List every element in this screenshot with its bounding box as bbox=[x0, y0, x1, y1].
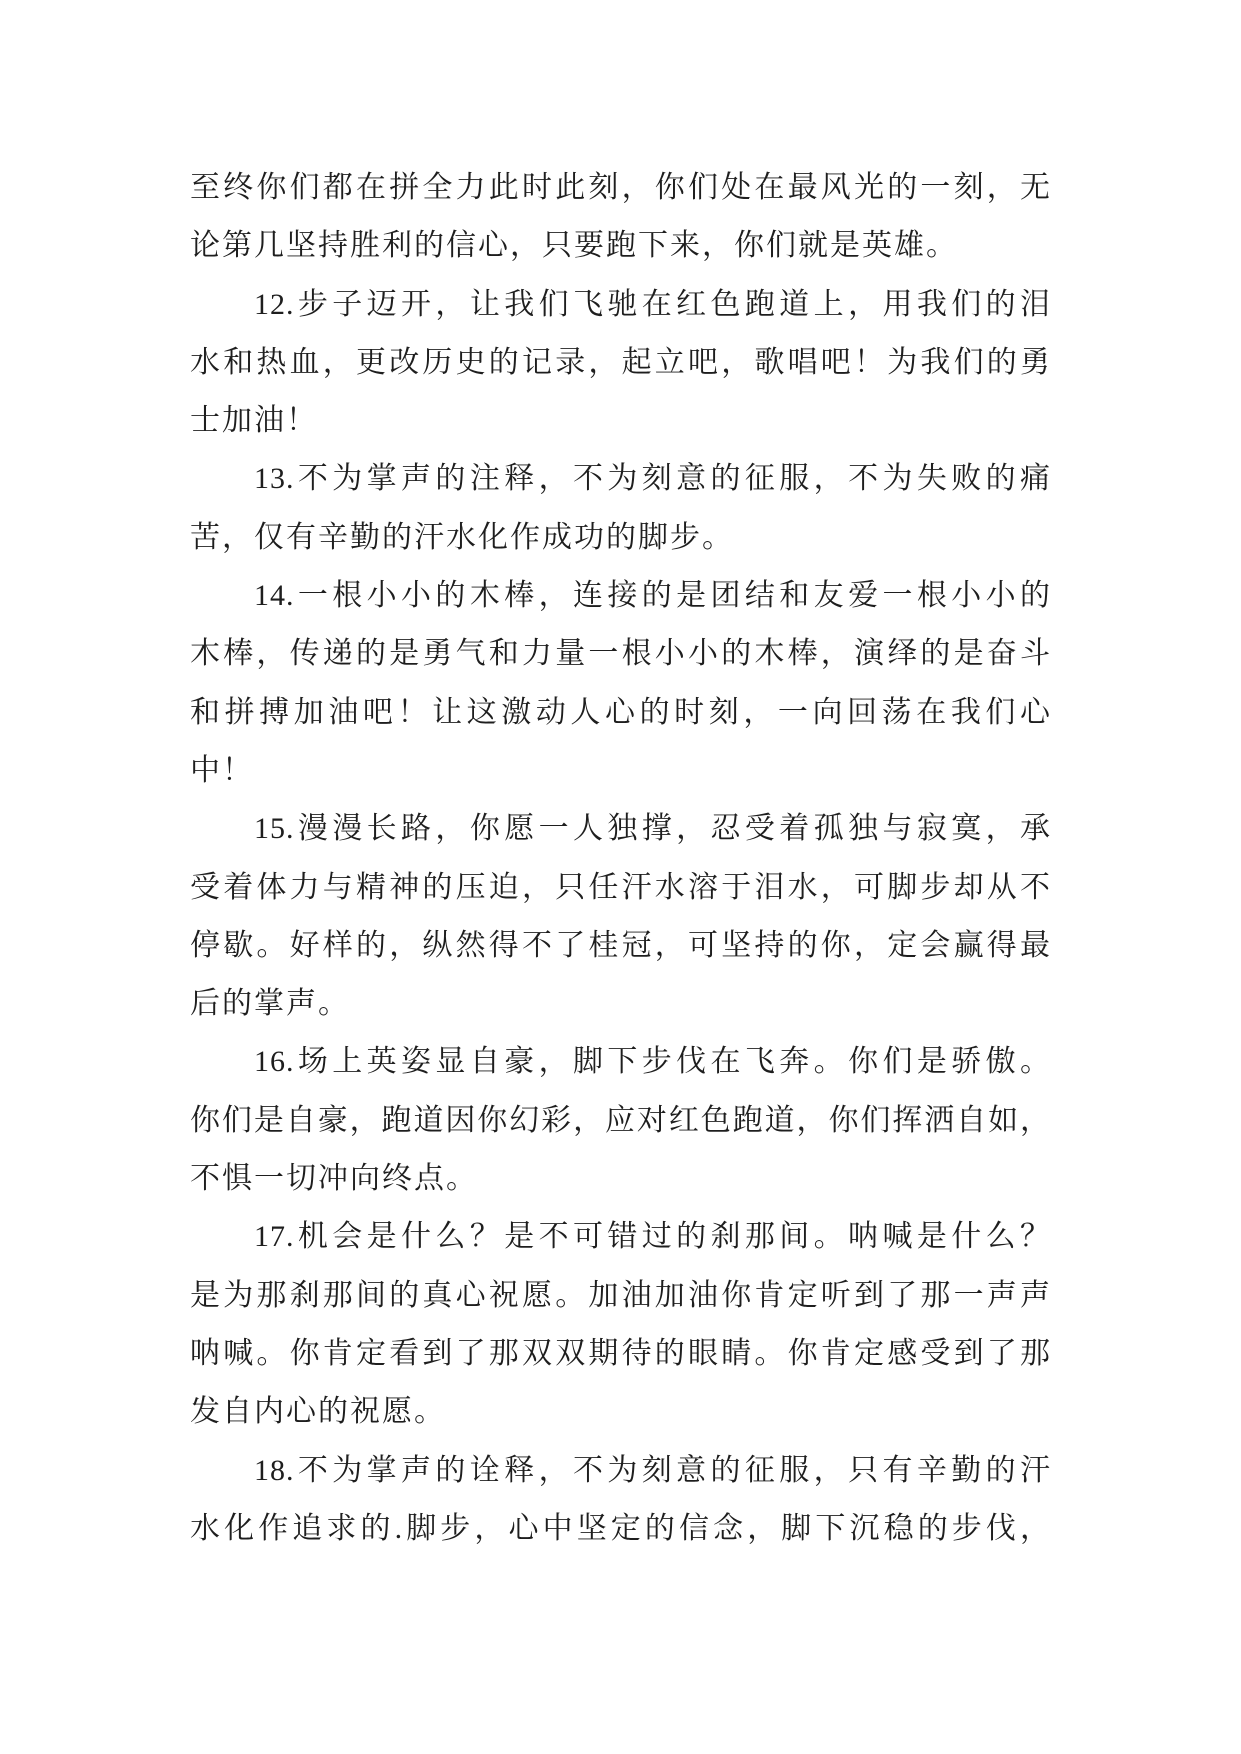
text-line: 至终你们都在拼全力此时此刻，你们处在最风光的一刻，无 bbox=[190, 171, 1051, 204]
text-line: 12.步子迈开，让我们飞驰在红色跑道上，用我们的泪 bbox=[254, 287, 1051, 321]
text-line: 你们是自豪，跑道因你幻彩，应对红色跑道，你们挥洒自如， bbox=[190, 1103, 1051, 1137]
paragraph bbox=[190, 800, 1051, 1033]
text-line: 木棒，传递的是勇气和力量一根小小的木棒，演绎的是奋斗 bbox=[190, 637, 1051, 671]
paragraph bbox=[190, 276, 1051, 451]
text-line: 15.漫漫长路，你愿一人独撑，忍受着孤独与寂寞，承 bbox=[254, 812, 1051, 846]
text-line: 中！ bbox=[190, 753, 254, 787]
text-line: 士加油！ bbox=[190, 404, 318, 438]
paragraph bbox=[190, 450, 1051, 567]
text-line: 16.场上英姿显自豪，脚下步伐在飞奔。你们是骄傲。 bbox=[254, 1045, 1051, 1079]
paragraph bbox=[190, 1442, 1051, 1559]
text-line: 呐喊。你肯定看到了那双双期待的眼睛。你肯定感受到了那 bbox=[190, 1336, 1051, 1370]
text-line: 14.一根小小的木棒，连接的是团结和友爱一根小小的 bbox=[254, 579, 1051, 613]
text-line: 苦，仅有辛勤的汗水化作成功的脚步。 bbox=[190, 520, 734, 554]
text-line: 17.机会是什么？是不可错过的刹那间。呐喊是什么？ bbox=[254, 1220, 1051, 1254]
text-line: 是为那刹那间的真心祝愿。加油加油你肯定听到了那一声声 bbox=[190, 1278, 1051, 1312]
paragraph bbox=[190, 1033, 1051, 1208]
paragraph bbox=[190, 567, 1051, 800]
text-line: 发自内心的祝愿。 bbox=[190, 1395, 446, 1429]
text-line: 水化作追求的.脚步，心中坚定的信念，脚下沉稳的步伐， bbox=[190, 1511, 1051, 1545]
paragraph bbox=[190, 159, 1051, 276]
text-line: 和拼搏加油吧！让这激动人心的时刻，一向回荡在我们心 bbox=[190, 695, 1051, 729]
text-line: 18.不为掌声的诠释，不为刻意的征服，只有辛勤的汗 bbox=[254, 1453, 1051, 1487]
text-line: 受着体力与精神的压迫，只任汗水溶于泪水，可脚步却从不 bbox=[190, 870, 1051, 904]
paragraph bbox=[190, 1208, 1051, 1441]
text-line: 不惧一切冲向终点。 bbox=[190, 1162, 478, 1196]
text-line: 后的掌声。 bbox=[190, 987, 350, 1021]
text-line: 停歇。好样的，纵然得不了桂冠，可坚持的你，定会赢得最 bbox=[190, 928, 1051, 962]
document-page bbox=[190, 159, 1051, 1558]
text-line: 水和热血，更改历史的记录，起立吧，歌唱吧！为我们的勇 bbox=[190, 345, 1051, 379]
text-line: 13.不为掌声的注释，不为刻意的征服，不为失败的痛 bbox=[254, 462, 1051, 496]
text-line: 论第几坚持胜利的信心，只要跑下来，你们就是英雄。 bbox=[190, 229, 958, 263]
